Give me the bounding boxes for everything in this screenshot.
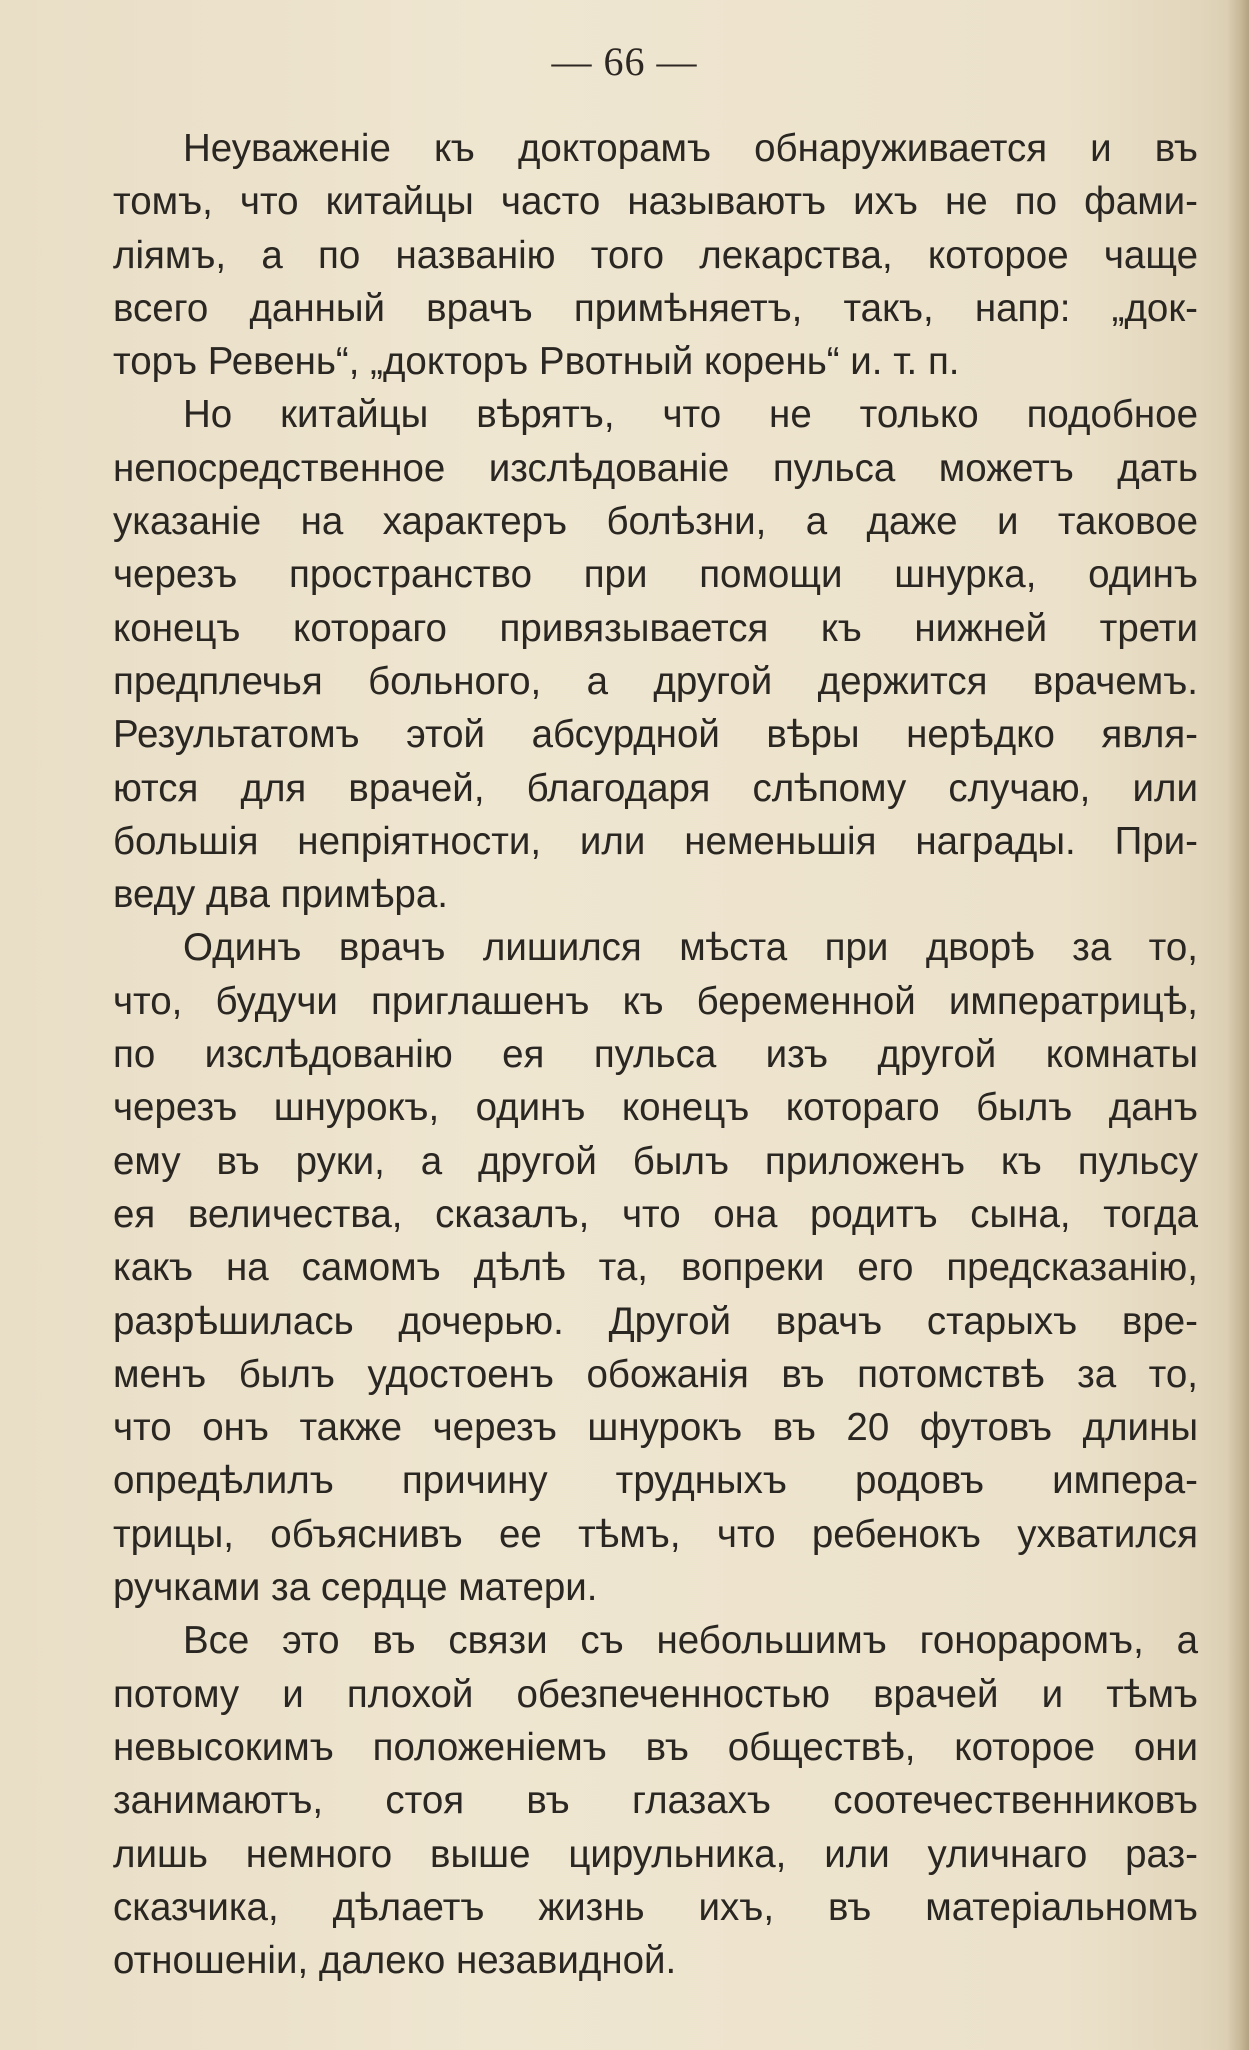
- text-line: ются для врачей, благодаря слѣпому случаю, или: [113, 766, 1198, 810]
- text-line: торъ Ревень“, „докторъ Рвотный корень“ и. т. п.: [113, 340, 960, 384]
- text-line: занимаютъ, стоя въ глазахъ соотечественниковъ: [113, 1779, 1198, 1823]
- text-line: конецъ котораго привязывается къ нижней трети: [113, 606, 1198, 650]
- text-line: всего данный врачъ примѣняетъ, такъ, напр: „док-: [113, 286, 1198, 330]
- text-line: лишь немного выше цирульника, или уличнаго раз-: [113, 1832, 1198, 1876]
- text-line: ліямъ, а по названію того лекарства, которое чаще: [113, 233, 1198, 277]
- text-line: что, будучи приглашенъ къ беременной императрицѣ,: [113, 979, 1198, 1023]
- text-line: ручками за сердце матери.: [113, 1566, 598, 1610]
- text-line: черезъ шнурокъ, одинъ конецъ котораго былъ данъ: [113, 1086, 1198, 1130]
- text-line: указаніе на характеръ болѣзни, а даже и таковое: [113, 500, 1198, 544]
- text-line: невысокимъ положеніемъ въ обществѣ, которое они: [113, 1725, 1198, 1769]
- text-line: потому и плохой обезпеченностью врачей и тѣмъ: [113, 1672, 1198, 1716]
- page-edge-shadow: [1227, 0, 1249, 2050]
- text-line: Все это въ связи съ небольшимъ гонораромъ, а: [183, 1619, 1198, 1663]
- text-line: опредѣлилъ причину трудныхъ родовъ импера-: [113, 1459, 1198, 1503]
- text-line: непосредственное изслѣдованіе пульса можетъ дать: [113, 446, 1198, 490]
- text-line: черезъ пространство при помощи шнурка, одинъ: [113, 553, 1198, 597]
- text-line: разрѣшилась дочерью. Другой врачъ старыхъ вре-: [113, 1299, 1198, 1343]
- text-line: сказчика, дѣлаетъ жизнь ихъ, въ матеріальномъ: [113, 1885, 1198, 1929]
- text-line: Но китайцы вѣрятъ, что не только подобное: [183, 393, 1198, 437]
- text-line: веду два примѣра.: [113, 873, 448, 917]
- text-line: ея величества, сказалъ, что она родитъ сына, тогда: [113, 1192, 1198, 1236]
- text-line: Неуваженіе къ докторамъ обнаруживается и въ: [183, 127, 1198, 170]
- text-line: томъ, что китайцы часто называютъ ихъ не по фами-: [113, 180, 1198, 224]
- page-number: — 66 —: [551, 39, 698, 84]
- body-text: [113, 122, 1198, 1987]
- text-line: по изслѣдованію ея пульса изъ другой комнаты: [113, 1033, 1198, 1077]
- text-line: ему въ руки, а другой былъ приложенъ къ пульсу: [113, 1139, 1198, 1183]
- text-line: предплечья больного, а другой держится врачемъ.: [113, 659, 1198, 703]
- text-line: менъ былъ удостоенъ обожанія въ потомствѣ за то,: [113, 1352, 1198, 1396]
- text-line: отношеніи, далеко незавидной.: [113, 1939, 677, 1983]
- text-line: что онъ также черезъ шнурокъ въ 20 футовъ длины: [113, 1406, 1198, 1450]
- text-line: Результатомъ этой абсурдной вѣры нерѣдко явля-: [113, 713, 1198, 757]
- text-line: какъ на самомъ дѣлѣ та, вопреки его предсказанію,: [113, 1246, 1198, 1290]
- text-line: большія непріятности, или неменьшія награды. При-: [113, 819, 1198, 863]
- text-line: трицы, объяснивъ ее тѣмъ, что ребенокъ ухватился: [113, 1512, 1198, 1556]
- text-line: Одинъ врачъ лишился мѣста при дворѣ за то,: [183, 926, 1198, 970]
